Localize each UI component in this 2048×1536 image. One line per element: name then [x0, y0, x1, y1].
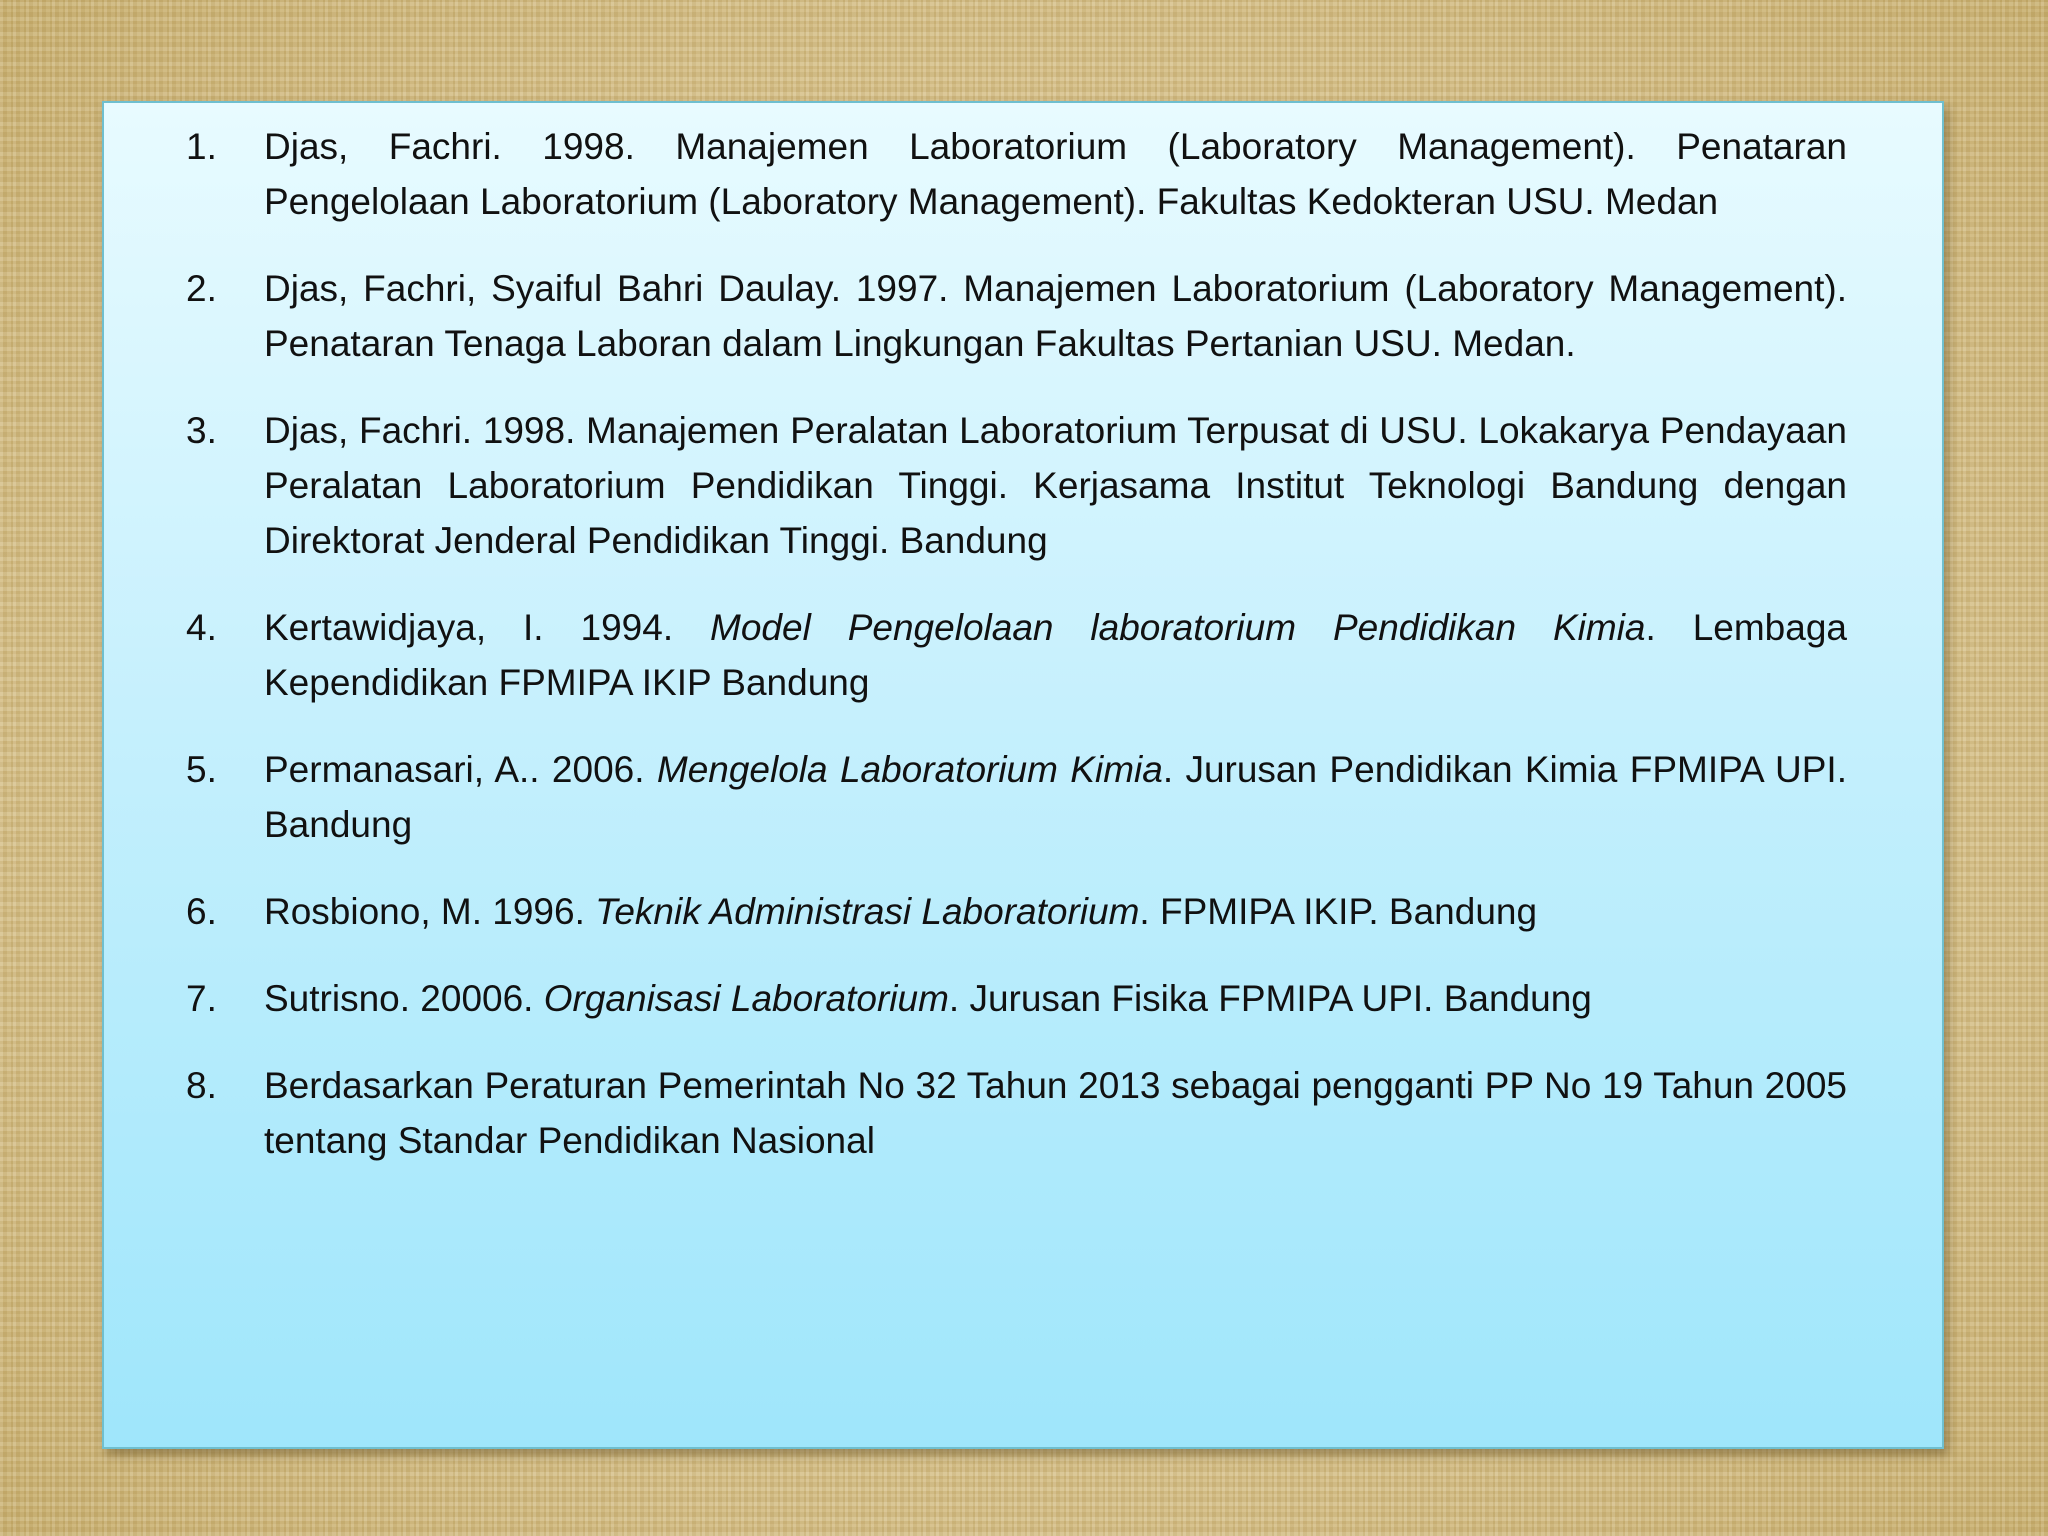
reference-title-italic: Model Pengelolaan laboratorium Pendidikan Kimia [710, 607, 1646, 648]
reference-text-plain: Kertawidjaya, I. 1994. [264, 607, 711, 648]
reference-text [264, 600, 1847, 710]
reference-number: 4. [186, 607, 217, 648]
reference-number: 5. [186, 749, 217, 790]
reference-item-3 [104, 403, 1847, 568]
reference-title-italic: Teknik Administrasi Laboratorium [595, 891, 1140, 932]
reference-text [264, 119, 1847, 229]
reference-item-5 [104, 742, 1847, 852]
reference-text-publisher: . Jurusan Pendidikan Kimia FPMIPA UPI. Bandung [264, 749, 1847, 845]
reference-text [264, 884, 1847, 939]
reference-text [264, 261, 1847, 371]
reference-text-publisher: . FPMIPA IKIP. Bandung [1139, 891, 1538, 932]
reference-item-6 [104, 884, 1847, 939]
content-panel [102, 101, 1944, 1449]
reference-text [264, 971, 1847, 1026]
reference-item-7 [104, 971, 1847, 1026]
reference-text-publisher: . Jurusan Fisika FPMIPA UPI. Bandung [948, 978, 1592, 1019]
reference-text-plain: Sutrisno. 20006. [264, 978, 544, 1019]
reference-title-italic: Mengelola Laboratorium Kimia [656, 749, 1163, 790]
reference-number: 1. [186, 126, 217, 167]
reference-text-plain: Djas, Fachri, Syaiful Bahri Daulay. 1997. Manajemen Laboratorium (Laboratory Management). Penataran Tenaga Laboran dalam Lingkungan Fakultas Pertanian USU. Medan. [264, 268, 1847, 364]
reference-text-publisher: . Lembaga Kependidikan FPMIPA IKIP Bandung [264, 607, 1847, 703]
reference-number: 3. [186, 410, 217, 451]
reference-text [264, 742, 1847, 852]
reference-text-plain: Djas, Fachri. 1998. Manajemen Laboratorium (Laboratory Management). Penataran Pengelolaan Laboratorium (Laboratory Management). Fakultas Kedokteran USU. Medan [264, 126, 1847, 222]
reference-text [264, 1058, 1847, 1168]
reference-list [104, 103, 1942, 1168]
reference-text [264, 403, 1847, 568]
reference-item-4 [104, 600, 1847, 710]
reference-text-plain: Rosbiono, M. 1996. [264, 891, 596, 932]
reference-number: 7. [186, 978, 217, 1019]
reference-title-italic: Organisasi Laboratorium [543, 978, 949, 1019]
reference-number: 8. [186, 1065, 217, 1106]
reference-number: 2. [186, 268, 217, 309]
reference-item-8 [104, 1058, 1847, 1168]
reference-text-plain: Berdasarkan Peraturan Pemerintah No 32 Tahun 2013 sebagai pengganti PP No 19 Tahun 2005 tentang Standar Pendidikan Nasional [264, 1065, 1847, 1161]
reference-text-plain: Djas, Fachri. 1998. Manajemen Peralatan Laboratorium Terpusat di USU. Lokakarya Pendayaan Peralatan Laboratorium Pendidikan Tinggi. Kerjasama Institut Teknologi Bandung dengan Direktorat Jenderal Pendidikan Tinggi. Bandung [264, 410, 1847, 561]
reference-item-2 [104, 261, 1847, 371]
reference-item-1 [104, 119, 1847, 229]
reference-number: 6. [186, 891, 217, 932]
reference-text-plain: Permanasari, A.. 2006. [264, 749, 657, 790]
